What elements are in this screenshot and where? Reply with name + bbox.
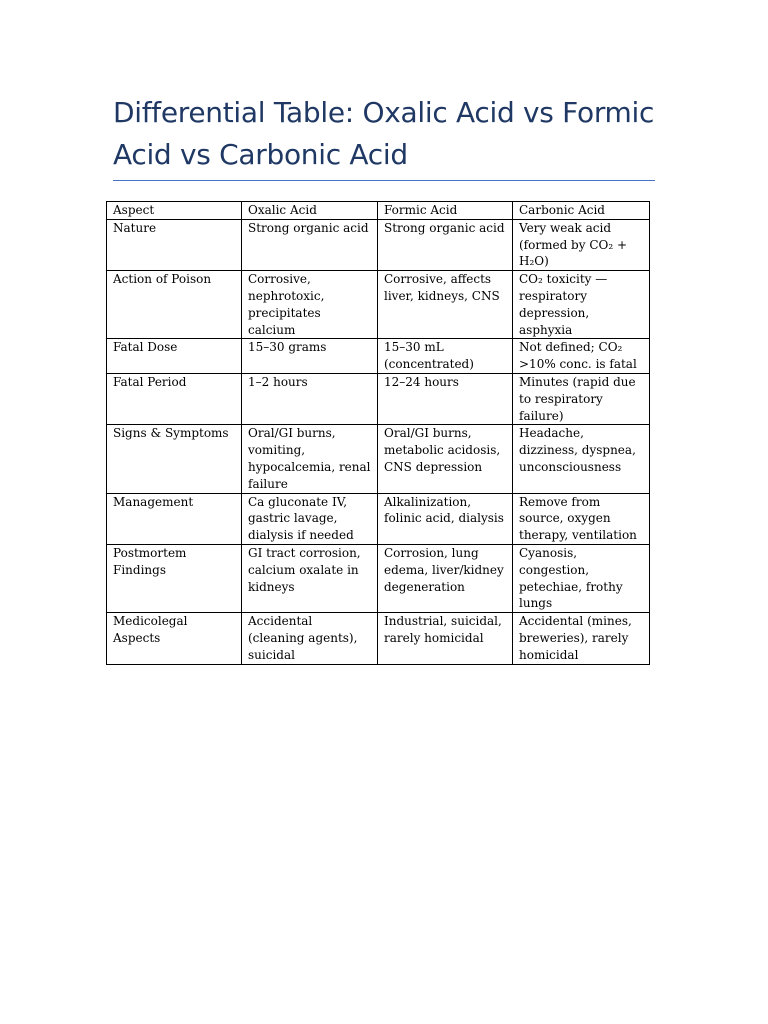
formic-cell: 15–30 mL (concentrated)	[378, 339, 513, 374]
header-cell: Formic Acid	[378, 202, 513, 220]
carbonic-cell: Remove from source, oxygen therapy, ventilation	[513, 493, 650, 544]
oxalic-cell: Strong organic acid	[242, 219, 378, 270]
table-row	[107, 219, 650, 270]
formic-cell: Industrial, suicidal, rarely homicidal	[378, 613, 513, 664]
oxalic-cell: Accidental (cleaning agents), suicidal	[242, 613, 378, 664]
table-row	[107, 271, 650, 339]
oxalic-cell: Corrosive, nephrotoxic, precipitates calcium	[242, 271, 378, 339]
carbonic-cell: Not defined; CO₂ >10% conc. is fatal	[513, 339, 650, 374]
formic-cell: Oral/GI burns, metabolic acidosis, CNS depression	[378, 425, 513, 493]
aspect-cell: Signs & Symptoms	[107, 425, 242, 493]
table-header-row	[107, 202, 650, 220]
carbonic-cell: Very weak acid (formed by CO₂ + H₂O)	[513, 219, 650, 270]
carbonic-cell: CO₂ toxicity — respiratory depression, asphyxia	[513, 271, 650, 339]
oxalic-cell: GI tract corrosion, calcium oxalate in kidneys	[242, 544, 378, 612]
table-row	[107, 425, 650, 493]
table-row	[107, 544, 650, 612]
formic-cell: 12–24 hours	[378, 373, 513, 424]
header-cell: Carbonic Acid	[513, 202, 650, 220]
differential-table	[106, 201, 650, 665]
formic-cell: Alkalinization, folinic acid, dialysis	[378, 493, 513, 544]
carbonic-cell: Headache, dizziness, dyspnea, unconsciousness	[513, 425, 650, 493]
table-row	[107, 339, 650, 374]
table-row	[107, 613, 650, 664]
aspect-cell: Fatal Period	[107, 373, 242, 424]
aspect-cell: Nature	[107, 219, 242, 270]
aspect-cell: Medicolegal Aspects	[107, 613, 242, 664]
formic-cell: Strong organic acid	[378, 219, 513, 270]
carbonic-cell: Minutes (rapid due to respiratory failure)	[513, 373, 650, 424]
header-cell: Aspect	[107, 202, 242, 220]
carbonic-cell: Accidental (mines, breweries), rarely homicidal	[513, 613, 650, 664]
aspect-cell: Postmortem Findings	[107, 544, 242, 612]
page-title: Differential Table: Oxalic Acid vs Formic Acid vs Carbonic Acid	[113, 96, 655, 171]
header-cell: Oxalic Acid	[242, 202, 378, 220]
formic-cell: Corrosion, lung edema, liver/kidney degeneration	[378, 544, 513, 612]
aspect-cell: Action of Poison	[107, 271, 242, 339]
title-underline	[113, 180, 655, 181]
oxalic-cell: 15–30 grams	[242, 339, 378, 374]
aspect-cell: Fatal Dose	[107, 339, 242, 374]
formic-cell: Corrosive, affects liver, kidneys, CNS	[378, 271, 513, 339]
table-row	[107, 373, 650, 424]
oxalic-cell: Ca gluconate IV, gastric lavage, dialysis if needed	[242, 493, 378, 544]
aspect-cell: Management	[107, 493, 242, 544]
oxalic-cell: Oral/GI burns, vomiting, hypocalcemia, renal failure	[242, 425, 378, 493]
table-row	[107, 493, 650, 544]
carbonic-cell: Cyanosis, congestion, petechiae, frothy lungs	[513, 544, 650, 612]
oxalic-cell: 1–2 hours	[242, 373, 378, 424]
